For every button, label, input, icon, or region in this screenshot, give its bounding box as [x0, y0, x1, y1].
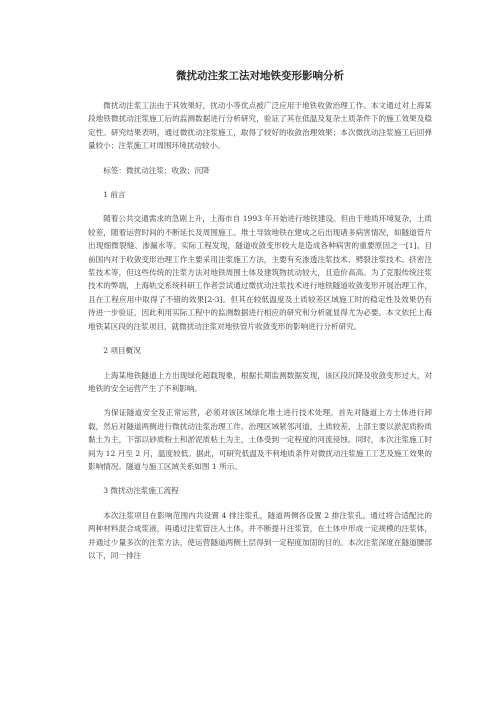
section-1-heading: 1 前言 [103, 190, 126, 200]
section-3-heading: 3 微扰动注浆施工流程 [103, 486, 179, 496]
section-2-paragraph-1: 上海某地铁隧道上方出现绿化超载现象，根据长期监测数据发现，该区段沉降及收敛变形过大，对地铁的安全运营产生了不利影响。 [88, 370, 432, 393]
section-2-paragraph-2: 为保证隧道安全及正常运营，必须对该区域绿化堆土进行技术处理。首先对隧道上方土体进行卸载，然后对隧道两侧进行微扰动注浆治理工作。治理区域紧邻河道，土质较差，上部主要以淤泥质粉质黏土为主，下部以砂质粉土和淤泥质粘土为主，土体受到一定程度的河流侵蚀。同时，本次注浆施工时间为 12 月至 2 月，温度较低。据此，可研究低温及不利地质条件对微扰动注浆施工工艺及施工效果的影响情况。隧道与施工区域关系如图 1 所示。 [88, 408, 432, 471]
abstract-paragraph: 微扰动注浆工法由于其效果好，扰动小等优点被广泛应用于地铁收敛治理工作。本文通过对上海某段地铁微扰动注浆施工后的监测数据进行分析研究，验证了其在低温及复杂土质条件下的施工效果及稳定性。研究结果表明，通过微扰动注浆施工，取得了较好的收敛治理效果；本次微扰动注浆施工后回弹量较小；注浆施工对周围环境扰动较小。 [88, 101, 432, 151]
section-3-paragraph: 本次注浆项目在影响范围内共设置 4 排注浆孔，隧道两侧各设置 2 排注浆孔。通过将合适配比的两种材料混合成浆液，再通过注浆管注入土体，并不断提升注浆管，在土体中形成一定规模的注浆体，并通过少量多次的注浆方法，使运营隧道两侧土层得到一定程度加固的目的。本次注浆深度在隧道腰部以下，同一排注 [88, 510, 432, 560]
section-2-heading: 2 项目概况 [103, 346, 141, 356]
keywords-line: 标签：微扰动注浆；收敛；沉降 [103, 165, 210, 175]
section-1-paragraph: 随着公共交通需求的急剧上升，上海市自 1993 年开始进行地铁建设。但由于地质环境复杂，土质较差，随着运营时间的不断延长及周围施工、堆土导致地铁在建成之后出现诸多病害情况，如隧道管片出现细微裂缝、渗漏水等。实际工程发现，隧道收敛变形较大是造成各种病害的重要原因之一[1]。目前国内对于收敛变形治理工作主要采用注浆施工方法，主要有充渗透注浆技术、劈裂注浆技术、挤密注浆技术等，但这些传统的注浆方法对地铁周围土体及建筑物扰动较大，且造价高高。为了克服传统注浆技术的弊端，上海轨交系统科研工作者尝试通过微扰动注浆技术进行地铁隧道收敛变形开展治理工作，且在工程应用中取得了不错的效果[2-3]。但其在较低温度及土质较差区域施工时的稳定性及效果仍有待进一步验证，因此利用实际工程中的监测数据进行相应的研究和分析就显得尤为必要。本文依托上海地铁某区段的注浆项目，就微扰动注浆对地铁管片收敛变形的影响进行分析研究。 [88, 214, 432, 331]
document-title: 微扰动注浆工法对地铁变形影响分析 [176, 70, 344, 82]
